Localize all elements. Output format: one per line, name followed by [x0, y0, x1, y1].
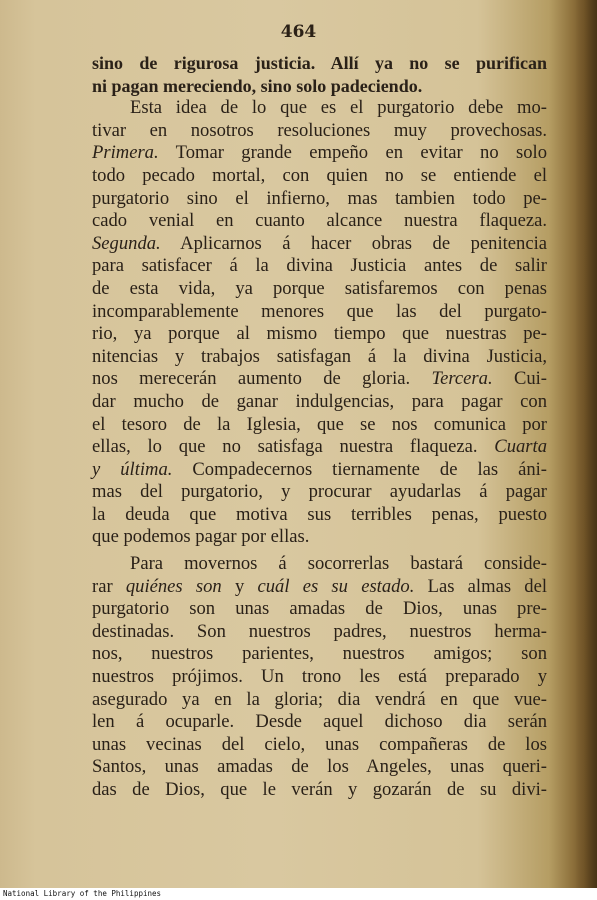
- text-line: sino de rigurosa justicia. Allí ya no se purifican: [92, 53, 547, 73]
- text-line: purgatorio son unas amadas de Dios, unas pre-: [92, 598, 547, 620]
- text-line: mas del purgatorio, y procurar ayudarlas á pagar: [92, 481, 547, 503]
- library-credit: National Library of the Philippines: [3, 889, 162, 898]
- text-line: asegurado ya en la gloria; dia vendrá en que vue-: [92, 688, 547, 710]
- text-line: la deuda que motiva sus terribles penas, puesto: [92, 503, 547, 525]
- page-number: 464: [280, 22, 317, 42]
- italic-term: quiénes son: [125, 575, 222, 597]
- text-line: das de Dios, que le verán y gozarán de su divi-: [92, 779, 547, 800]
- text-line: Primera. Tomar grande empeño en evitar no solo: [92, 142, 547, 164]
- text-line: destinadas. Son nuestros padres, nuestros herma-: [92, 620, 547, 642]
- text-line: incomparablemente menores que las del purgato-: [92, 300, 547, 322]
- text-line: nuestros prójimos. Un trono les está preparado y: [92, 666, 547, 688]
- text-line: que podemos pagar por ellas.: [92, 526, 310, 548]
- text-line: purgatorio sino el infierno, mas tambien todo pe-: [92, 187, 547, 209]
- italic-term: Segunda.: [92, 232, 161, 254]
- text-line: Para movernos á socorrerlas bastará conside-: [130, 553, 547, 575]
- text-line: todo pecado mortal, con quien no se entiende el: [92, 164, 547, 186]
- text-line: Santos, unas amadas de los Angeles, unas queri-: [92, 756, 547, 778]
- text-line: rio, ya porque al mismo tiempo que nuestras pe-: [92, 323, 547, 345]
- italic-term: Primera.: [92, 142, 159, 164]
- text-line: rar quiénes son y cuál es su estado. Las almas del: [92, 575, 547, 597]
- italic-term: Cuarta: [494, 436, 547, 458]
- page-binding-edge: [575, 0, 597, 888]
- italic-term: Tercera.: [431, 368, 493, 390]
- text-line: dar mucho de ganar indulgencias, para pagar con: [92, 390, 547, 412]
- text-line: de esta vida, ya porque satisfaremos con penas: [92, 277, 547, 299]
- text-line: ellas, lo que no satisfaga nuestra flaqueza. Cuarta: [92, 436, 547, 458]
- text-line: nitencias y trabajos satisfagan á la divina Justicia,: [92, 345, 547, 367]
- text-line: ni pagan mereciendo, sino solo padeciendo.: [92, 75, 423, 96]
- text-line: nos merecerán aumento de gloria. Tercera. Cui-: [92, 368, 547, 390]
- text-line: tivar en nosotros resoluciones muy provechosas.: [92, 119, 547, 141]
- text-line: cado venial en cuanto alcance nuestra flaqueza.: [92, 210, 547, 232]
- text-line: el tesoro de la Iglesia, que se nos comunica por: [92, 413, 547, 435]
- text-line: para satisfacer á la divina Justicia antes de salir: [92, 255, 547, 277]
- body-text: [92, 52, 547, 802]
- text-line: len á ocuparle. Desde aquel dichoso dia serán: [92, 711, 547, 733]
- text-line: Segunda. Aplicarnos á hacer obras de penitencia: [92, 232, 547, 254]
- italic-term: cuál es su estado.: [257, 575, 415, 597]
- text-line: y última. Compadecernos tiernamente de las áni-: [92, 458, 547, 480]
- text-line: nos, nuestros parientes, nuestros amigos; son: [92, 643, 547, 665]
- text-line: Esta idea de lo que es el purgatorio debe mo-: [130, 97, 547, 119]
- italic-term: y última.: [92, 458, 173, 480]
- text-line: unas vecinas del cielo, unas compañeras de los: [92, 733, 547, 755]
